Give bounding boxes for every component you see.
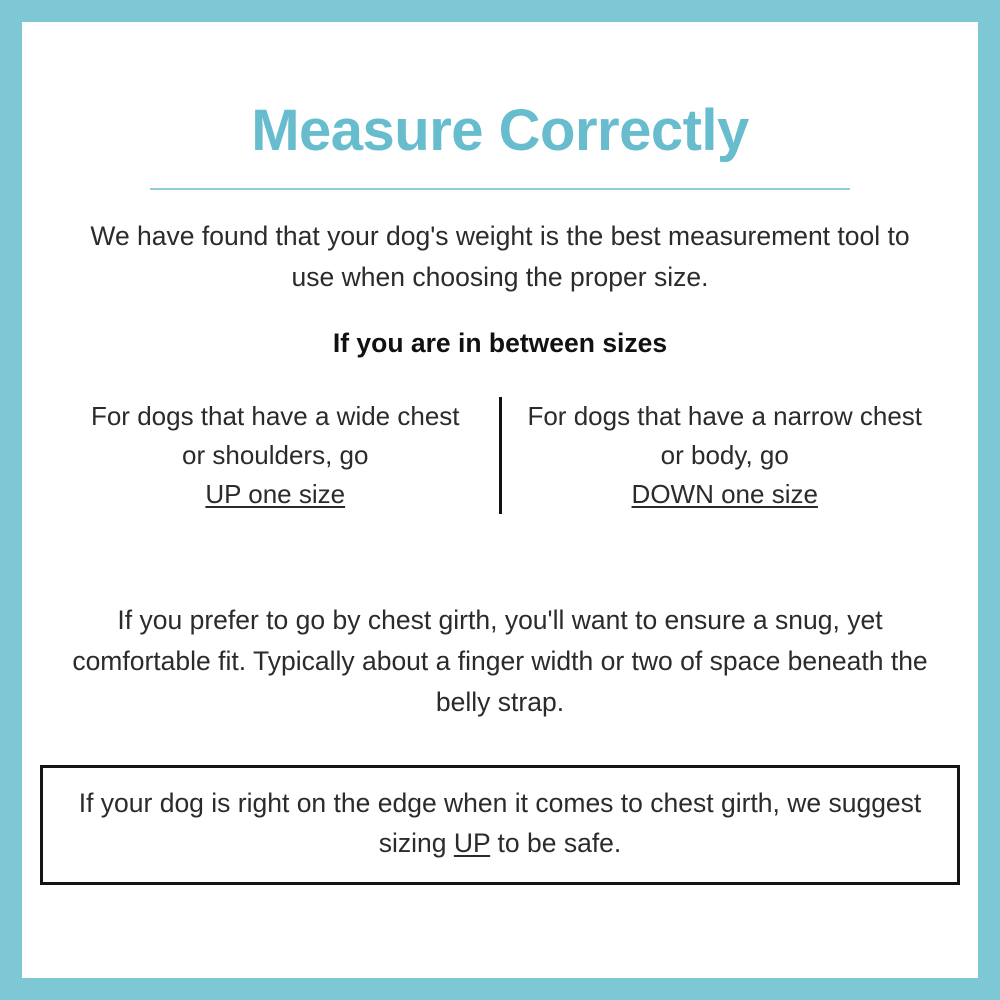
column-wide-chest-text: For dogs that have a wide chest or shoulders, go: [90, 401, 460, 471]
column-wide-chest-emphasis: UP one size: [205, 479, 346, 510]
vertical-divider: [499, 397, 502, 514]
column-narrow-chest: [510, 397, 941, 514]
callout-emphasis: UP: [453, 828, 491, 859]
advice-columns: [60, 397, 940, 514]
column-narrow-chest-emphasis: DOWN one size: [631, 479, 818, 510]
column-wide-chest: [60, 397, 491, 514]
callout-box: [40, 765, 960, 885]
callout-text-part1: If your dog is right on the edge when it comes to chest girth, we suggest sizing: [78, 788, 922, 859]
callout-text-part2: to be safe.: [490, 828, 622, 859]
chest-girth-paragraph: If you prefer to go by chest girth, you'll want to ensure a snug, yet comfortable fit. Typically about a finger width or two of space beneath the belly strap.: [72, 605, 928, 718]
title-divider: [150, 188, 850, 190]
subheading-in-between-sizes: If you are in between sizes: [332, 328, 668, 359]
page-title: Measure Correctly: [251, 98, 749, 163]
info-card: [22, 22, 978, 978]
column-narrow-chest-text: For dogs that have a narrow chest or body, go: [527, 401, 923, 471]
intro-paragraph: We have found that your dog's weight is the best measurement tool to use when choosing the proper size.: [90, 221, 910, 293]
